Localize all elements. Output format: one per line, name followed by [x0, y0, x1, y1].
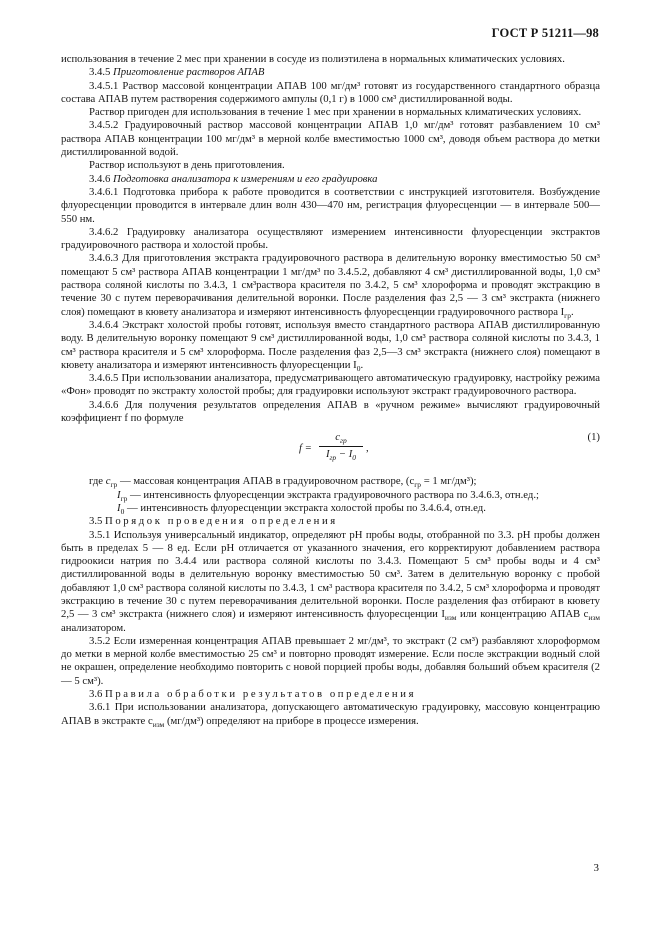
section-number: 3.4.6 — [89, 172, 111, 185]
paragraph-3-4-6-3: 3.4.6.3 Для приготовления экстракта градуировочного раствора в делительную воронку вместимостью 50 см³ помещают 5 см³ раствора АПАВ концентрации 1 мг/дм³ по 3.4.5.2, добавляют 4 см³ дистиллированной воды, 1,0 см³ раствора соляной кислоты по 3.4.3, 1 см³раствора красителя по 3.4.2, 5 см³ хлороформа и проводят экстракцию в течение 30 с путем переворачивания делительной воронки. После разделения фаз 2,5 — 3 см³ экстракта (нижнего слоя) помещают в кювету анализатора и измеряют интенсивность флуоресценции градуировочного раствора $I_{гр}$. — [61, 252, 600, 320]
formula-numerator: $c_{гр}$ — [319, 431, 363, 446]
equation-number: (1) — [587, 431, 600, 444]
formula-1 — [61, 431, 600, 467]
formula-fraction — [319, 431, 363, 461]
section-3-6-heading: 3.6 Правила обработки результатов определения — [89, 688, 417, 701]
paragraph-3-4-6-6: 3.4.6.6 Для получения результатов определения АПАВ в «ручном режиме» вычисляют градуировочный коэффициент f по формуле — [61, 398, 600, 425]
paragraph-3-4-5-1: 3.4.5.1 Раствор массовой концентрации АПАВ 100 мг/дм³ готовят из государственного стандартного образца состава АПАВ путем растворения содержимого ампулы (0,1 г) в 1000 см³ дистиллированной воды. — [61, 79, 600, 105]
paragraph-3-4-5-2: 3.4.5.2 Градуировочный раствор массовой концентрации АПАВ 1,0 мг/дм³ готовят разбавлением 10 см³ раствора АПАВ концентрации 100 мг/дм³ в мерной колбе вместимостью 1000 см³, доводя объем раствора до метки дистиллированной водой. — [61, 119, 600, 159]
paragraph-3-4-6-2: 3.4.6.2 Градуировку анализатора осуществляют измерением интенсивности флуоресценции экстрактов градуировочного раствора и холостой пробы. — [61, 225, 600, 252]
page-number: 3 — [593, 862, 599, 874]
paragraph-continuation: использования в течение 2 мес при хранении в сосуде из полиэтилена в нормальных климатических условиях. — [61, 53, 565, 65]
paragraph-3-4-6-4: 3.4.6.4 Экстракт холостой пробы готовят, используя вместо стандартного раствора АПАВ дистиллированную воду. В делительную воронку помещают 9 см³ дистиллированной воды, 1,0 см³ раствора соляной кислоты по 3.4.3, 1 см³ раствора красителя и 5 см³ хлороформа. После разделения фаз 2,5—3 см³ экстракта (нижнего слоя) помещают в кювету анализатора и измеряют интенсивность флуоресценции $I_0$. — [61, 318, 600, 373]
paragraph-3-4-5-1-note: Раствор пригоден для использования в течение 1 мес при хранении в нормальных климатических условиях. — [89, 106, 582, 119]
section-number: 3.4.5 — [89, 66, 111, 79]
section-title: Приготовление растворов АПАВ — [113, 66, 265, 79]
section-3-4-6-heading — [61, 173, 600, 186]
formula-comma: , — [366, 442, 369, 455]
document-body — [61, 53, 600, 728]
subscript: гр — [564, 310, 571, 320]
section-title: Подготовка анализатора к измерениям и его градуировка — [113, 172, 378, 185]
definition-row: $I_0$ — интенсивность флуоресценции экстракта холостой пробы по 3.4.6.4, отн.ед. — [117, 501, 486, 517]
subscript: 0 — [356, 363, 361, 373]
paragraph-3-6-1: 3.6.1 При использовании анализатора, допускающего автоматическую градуировку, массовую концентрацию АПАВ в экстракте $c_{изм}$ (мг/дм³) определяют на приборе в процессе измерения. — [61, 701, 600, 729]
formula-lhs: f = — [299, 442, 312, 455]
definition-row: где $c_{гр}$ — массовая концентрация АПАВ в градуировочном растворе, ($c_{гр} = 1$ мг/дм³); — [89, 475, 477, 490]
section-3-4-5-heading — [61, 66, 600, 79]
paragraph-3-4-5-2-note: Раствор используют в день приготовления. — [89, 159, 285, 172]
formula-denominator: $I_{гр} - I_0$ — [325, 447, 357, 462]
paragraph-3-4-6-1: 3.4.6.1 Подготовка прибора к работе проводится в соответствии с инструкцией изготовителя. Возбуждение флуоресценции проводится в интервале длин волн 430—470 нм, регистрация флуоресценции — в интервале 500—550 нм. — [61, 185, 600, 225]
paragraph-3-5-1: 3.5.1 Используя универсальный индикатор, определяют рН пробы воды, отобранной по 3.3. рН пробы должен быть в пределах 5 — 8 ед. Если рН отличается от указанного значения, его корректируют добавлением раствора гидроокиси натрия по 3.4.4 или раствора соляной кислоты по 3.4.3. Помещают 5 см³ пробы воды и 4 см³ дистиллированной воды в делительную воронку вместимостью 50 см³. Затем в делительную воронку с пробой добавляют 1,0 см³ раствора соляной кислоты по 3.4.3, 1 см³ раствора красителя по 3.4.2, 5 см³ хлороформа и проводят экстракцию в течение 30 с путем переворачивания делительной воронки. После разделения фаз отбирают в кювету 2,5 — 3 см³ экстракта (нижнего слоя) и измеряют интенсивность флуоресценции $I_{изм}$ или концентрацию АПАВ $c_{изм}$ анализатором. — [61, 528, 600, 634]
section-3-5-heading: 3.5 Порядок проведения определения — [89, 515, 338, 528]
standard-header: ГОСТ Р 51211—98 — [491, 26, 599, 40]
definition-row: $I_{гр}$ — интенсивность флуоресценции экстракта градуировочного раствора по 3.4.6.3, отн.ед.; — [117, 488, 539, 503]
formula-definitions — [61, 475, 600, 515]
paragraph-3-4-6-5: 3.4.6.5 При использовании анализатора, предусматривающего автоматическую градуировку, настройку режима «Фон» проводят по экстракту холостой пробы; для градуировки используют экстракт градуировочного раствора. — [61, 372, 600, 398]
paragraph-3-5-2: 3.5.2 Если измеренная концентрация АПАВ превышает 2 мг/дм³, то экстракт (2 см³) разбавляют хлороформом до метки в мерной колбе вместимостью 25 см³ и повторно проводят измерение. Если после экстракции водный слой не окрашен, определение необходимо повторить с новой порцией пробы воды, добавляя больший объем красителя (2 — 5 см³). — [61, 634, 600, 687]
